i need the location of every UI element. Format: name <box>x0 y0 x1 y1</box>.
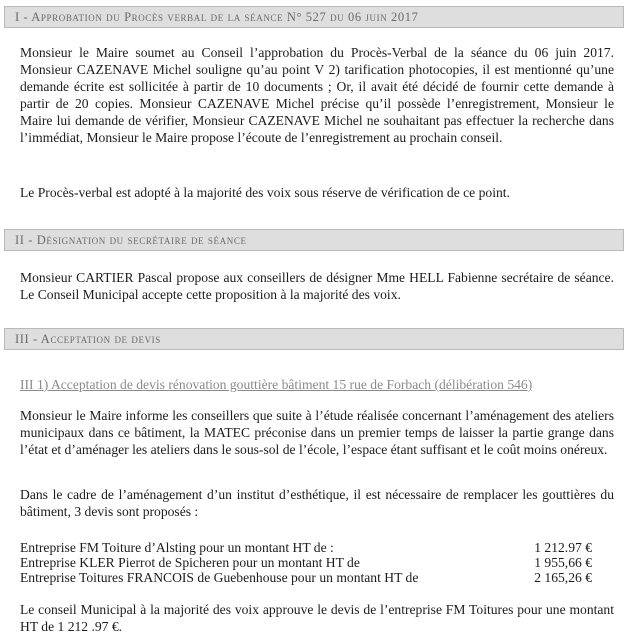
subheading-quote-acceptance: III 1) Acceptation de devis rénovation gouttière bâtiment 15 rue de Forbach (délibération 546) <box>20 377 533 392</box>
quote-amount: 1 955,66 € <box>534 555 592 570</box>
paragraph-secretary: Monsieur CARTIER Pascal propose aux conseillers de désigner Mme HELL Fabienne secrétaire de séance. Le Conseil Municipal accepte cette proposition à la majorité des voix. <box>20 270 614 302</box>
quote-amount: 1 212.97 € <box>534 540 592 555</box>
paragraph-pv-approval: Monsieur le Maire soumet au Conseil l’approbation du Procès-Verbal de la séance du 06 juin 2017. Monsieur CAZENAVE Michel souligne qu’au point V 2) tarification photocopies, il est mentionné qu’une demande écrite est sollicitée à partir de 10 documents ; Or, il avait été décidé de fournir cette demande à partir de 20 copies. Monsieur CAZENAVE Michel précise qu’il possède l’enregistrement, Monsieur le Maire lui demande de vérifier, Monsieur CAZENAVE Michel ne souhaitant pas effectuer la recherche dans l’immédiat, Monsieur le Maire propose l’écoute de l’enregistrement au prochain conseil. <box>20 45 614 145</box>
paragraph-pv-adopted: Le Procès-verbal est adopté à la majorité des voix sous réserve de vérification de ce point. <box>20 185 510 200</box>
paragraph-workshop-study: Monsieur le Maire informe les conseillers que suite à l’étude réalisée concernant l’aménagement des ateliers municipaux dans ce bâtiment, la MATEC préconise dans un premier temps de laisser la partie grange dans l’état et d’aménager les ateliers dans le sous-sol de l’école, l’espace étant suffisant et le coût moins onéreux. <box>20 408 614 457</box>
quote-label: Entreprise Toitures FRANCOIS de Guebenhouse pour un montant HT de <box>20 570 419 585</box>
paragraph-gutters: Dans le cadre de l’aménagement d’un institut d’esthétique, il est nécessaire de remplacer les gouttières du bâtiment, 3 devis sont proposés : <box>20 487 614 519</box>
quote-row <box>20 555 614 570</box>
section-header-1: I - Approbation du Procès verbal de la séance N° 527 du 06 juin 2017 <box>4 6 624 28</box>
quote-label: Entreprise FM Toiture d’Alsting pour un montant HT de : <box>20 540 334 555</box>
quote-label: Entreprise KLER Pierrot de Spicheren pour un montant HT de <box>20 555 360 570</box>
quote-row <box>20 540 614 555</box>
section-header-3: III - Acceptation de devis <box>4 328 624 350</box>
section-header-2: II - Désignation du secrétaire de séance <box>4 229 624 251</box>
quote-amount: 2 165,26 € <box>534 570 592 585</box>
quote-row <box>20 570 614 585</box>
paragraph-council-approval: Le conseil Municipal à la majorité des voix approuve le devis de l’entreprise FM Toitures pour une montant HT de 1 212 .97 €. <box>20 602 614 634</box>
